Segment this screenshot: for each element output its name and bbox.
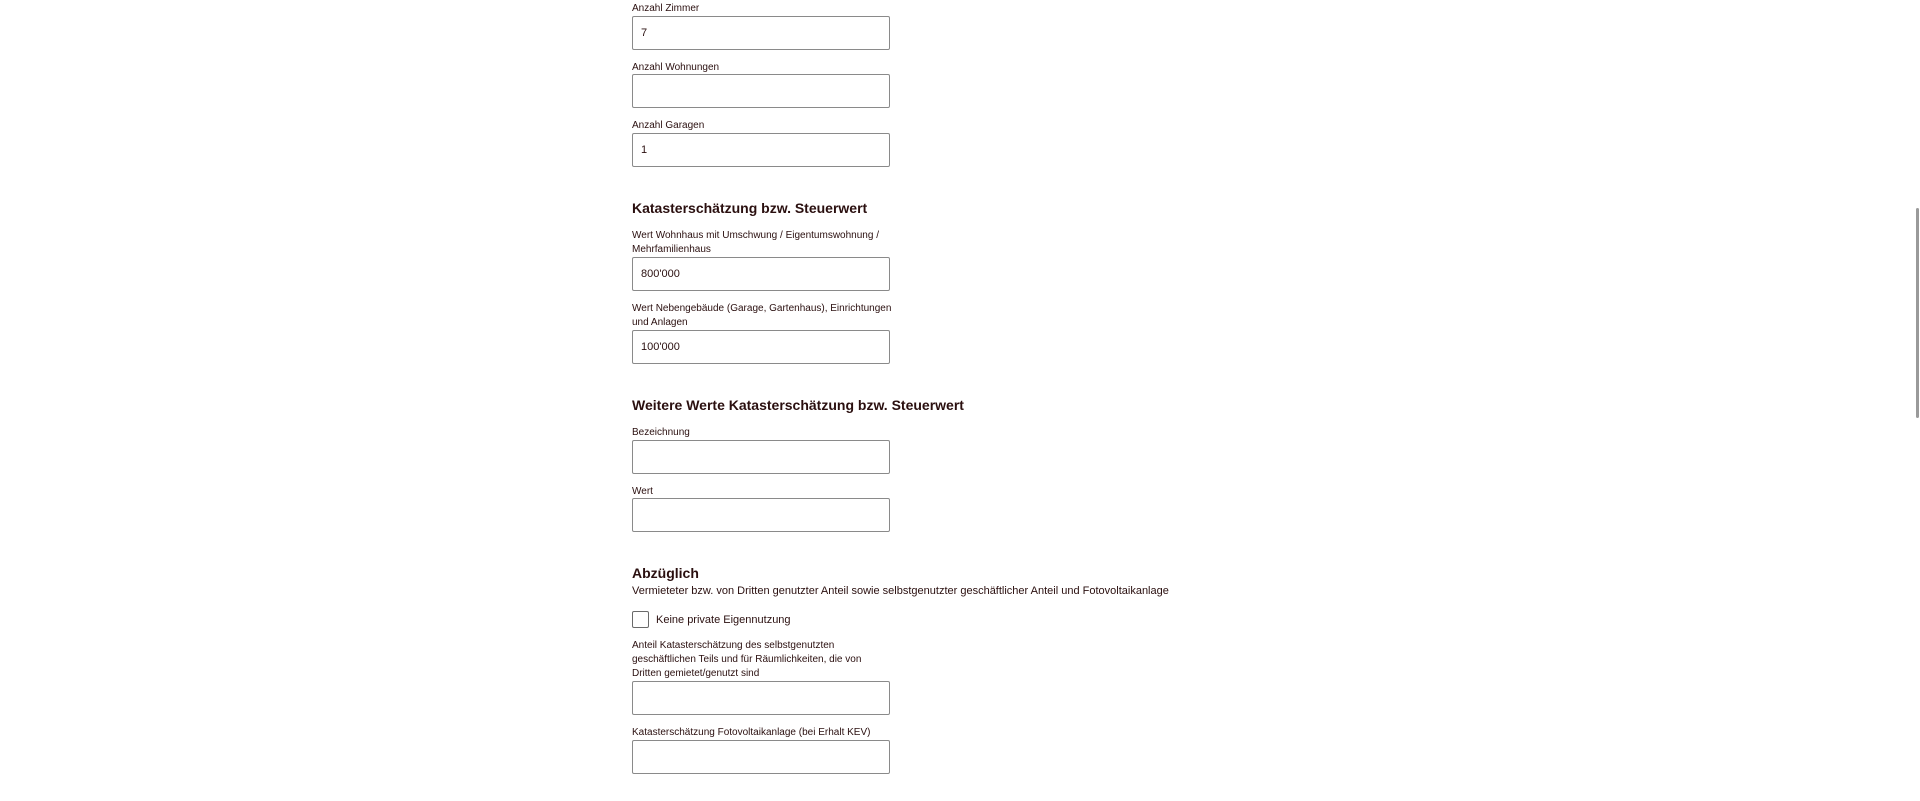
page-scrollbar-thumb[interactable] (1916, 208, 1919, 418)
bezeichnung-input[interactable] (632, 440, 890, 474)
fotovoltaik-input[interactable] (632, 740, 890, 774)
wert-input[interactable] (632, 498, 890, 532)
anzahl-wohnungen-input[interactable] (632, 74, 890, 108)
abzueglich-section-title: Abzüglich (632, 565, 699, 581)
wert-wohnhaus-label: Wert Wohnhaus mit Umschwung / Eigentumswohnung / Mehrfamilienhaus (632, 230, 879, 255)
anteil-kataster-input[interactable] (632, 681, 890, 715)
anzahl-wohnungen-label: Anzahl Wohnungen (632, 62, 720, 73)
anzahl-garagen-input[interactable] (632, 133, 890, 167)
keine-private-eigennutzung-label: Keine private Eigennutzung (656, 613, 791, 626)
wert-label: Wert (632, 486, 653, 497)
keine-private-eigennutzung-checkbox[interactable] (632, 611, 649, 628)
wert-nebengebaeude-label: Wert Nebengebäude (Garage, Gartenhaus), Einrichtungen und Anlagen (632, 303, 892, 328)
bezeichnung-label: Bezeichnung (632, 427, 690, 438)
wert-wohnhaus-input[interactable] (632, 257, 890, 291)
kataster-section-title: Katasterschätzung bzw. Steuerwert (632, 200, 868, 216)
anzahl-garagen-label: Anzahl Garagen (632, 120, 705, 131)
keine-private-eigennutzung-row[interactable] (632, 611, 791, 628)
anteil-kataster-label: Anteil Katasterschätzung des selbstgenutzten geschäftlichen Teils und für Räumlichkeiten, die von Dritten gemietet/genutzt sind (632, 640, 862, 679)
anzahl-zimmer-input[interactable] (632, 16, 890, 50)
abzueglich-subtitle: Vermieteter bzw. von Dritten genutzter Anteil sowie selbstgenutzter geschäftlicher Anteil und Fotovoltaikanlage (632, 585, 1169, 597)
weitere-section-title: Weitere Werte Katasterschätzung bzw. Steuerwert (632, 397, 964, 413)
fotovoltaik-label: Katasterschätzung Fotovoltaikanlage (bei Erhalt KEV) (632, 727, 871, 738)
anzahl-zimmer-label: Anzahl Zimmer (632, 3, 700, 14)
wert-nebengebaeude-input[interactable] (632, 330, 890, 364)
